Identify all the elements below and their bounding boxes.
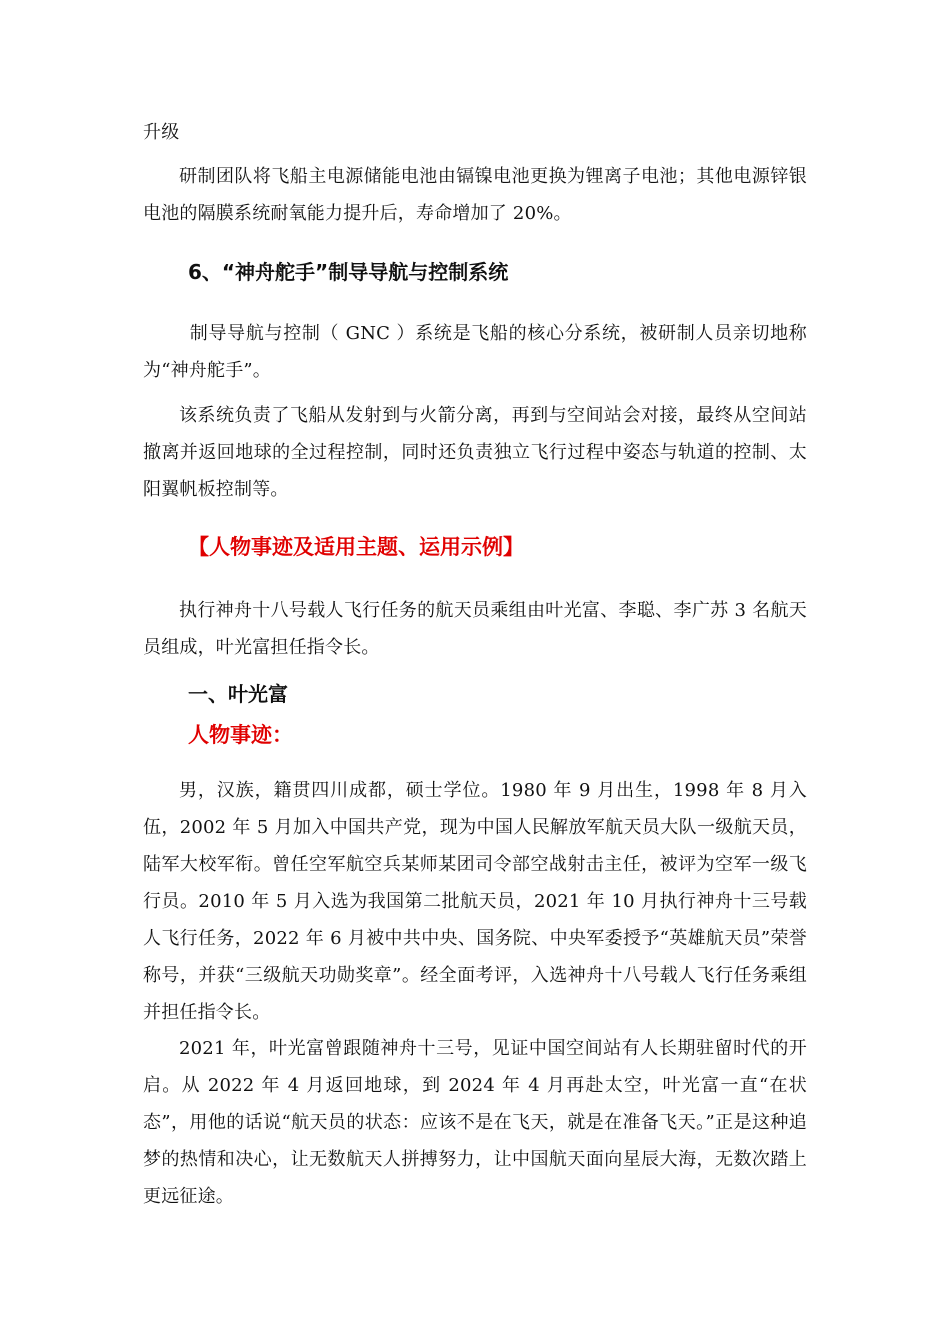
- paragraph-biography: 男，汉族，籍贯四川成都，硕士学位。1980 年 9 月出生，1998 年 8 月入伍，2002 年 5 月加入中国共产党，现为中国人民解放军航天员大队一级航天员，陆军大校军衔。曾任空军航空兵某师某团司令部空战射击主任，被评为空军一级飞行员。2010 年 5 月入选为我国第二批航天员，2021 年 10 月执行神舟十三号载人飞行任务，2022 年 6 月被中共中央、国务院、中央军委授予“英雄航天员”荣誉称号，并获“三级航天功勋奖章”。经全面考评，入选神舟十八号载人飞行任务乘组并担任指令长。: [143, 780, 807, 1023]
- paragraph-crew-intro: 执行神舟十八号载人飞行任务的航天员乘组由叶光富、李聪、李广苏 3 名航天员组成，叶光富担任指令长。: [143, 600, 807, 658]
- section-heading-gnc: 6、“神舟舵手”制导导航与控制系统: [188, 260, 509, 284]
- paragraph-continuation: 升级: [143, 122, 180, 143]
- subheading-ye-guangfu: 一、叶光富: [188, 682, 288, 706]
- subheading-deeds: 人物事迹：: [188, 723, 293, 747]
- section-heading-people-examples: 【人物事迹及适用主题、运用示例】: [188, 535, 524, 559]
- paragraph-in-state: 2021 年，叶光富曾跟随神舟十三号，见证中国空间站有人长期驻留时代的开启。从 2022 年 4 月返回地球，到 2024 年 4 月再赴太空，叶光富一直“在状态”，用他的话说“航天员的状态：应该不是在飞天，就是在准备飞天。”正是这种追梦的热情和决心，让无数航天人拼搏努力，让中国航天面向星辰大海，无数次踏上更远征途。: [143, 1038, 807, 1207]
- paragraph-battery-upgrade: 研制团队将飞船主电源储能电池由镉镍电池更换为锂离子电池；其他电源锌银电池的隔膜系统耐氧能力提升后，寿命增加了 20%。: [143, 166, 807, 224]
- paragraph-gnc-duties: 该系统负责了飞船从发射到与火箭分离，再到与空间站会对接，最终从空间站撤离并返回地球的全过程控制，同时还负责独立飞行过程中姿态与轨道的控制、太阳翼帆板控制等。: [143, 405, 807, 500]
- paragraph-gnc-intro: 制导导航与控制（ GNC ）系统是飞船的核心分系统，被研制人员亲切地称为“神舟舵手”。: [143, 323, 807, 381]
